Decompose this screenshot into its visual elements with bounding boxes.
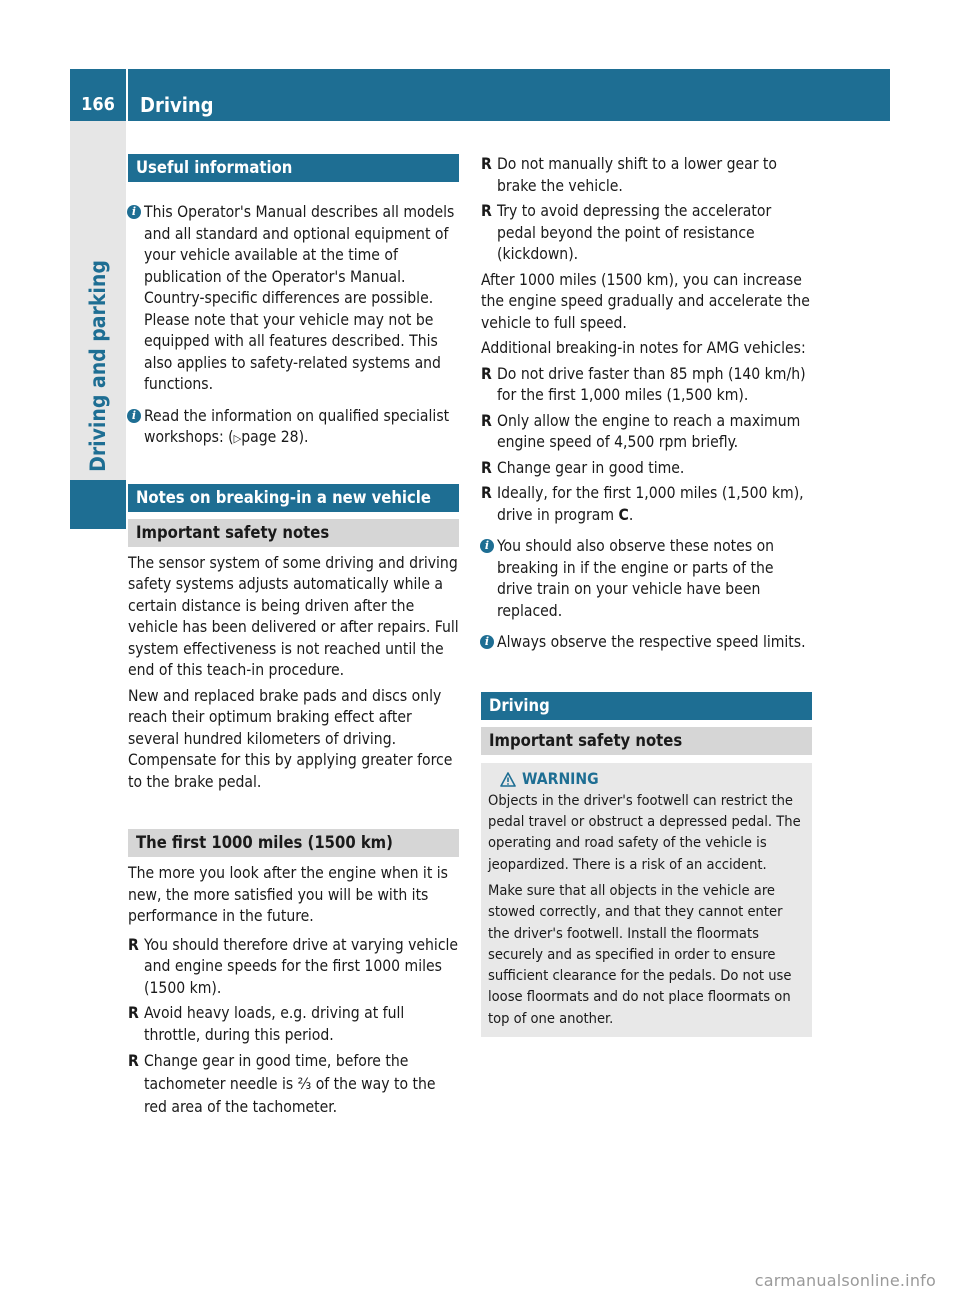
bullet-mark: R <box>128 935 139 954</box>
paragraph: Additional breaking-in notes for AMG vehicles: <box>481 339 806 357</box>
bullet-mark: R <box>481 155 492 173</box>
list-item <box>128 1050 459 1119</box>
list-item-text: Do not drive faster than 85 mph (140 km/h) for the first 1,000 miles (1,500 km). <box>497 364 806 404</box>
side-tab-label: Driving and parking <box>86 260 110 472</box>
info-note-text: Read the information on qualified specialist workshops: ( <box>144 406 450 446</box>
page-reference-link[interactable]: page 28). <box>241 428 309 446</box>
list-item <box>481 483 812 526</box>
sub-heading-safety-notes: Important safety notes <box>128 519 459 547</box>
info-icon: i <box>480 635 494 649</box>
info-note-text: Always observe the respective speed limits. <box>497 633 806 651</box>
list-item-text: Ideally, for the first 1,000 miles (1,500 km), drive in program <box>497 484 804 524</box>
list-item-text: Change gear in good time, before the tachometer needle is ⅔ of the way to the red area of the tachometer. <box>144 1052 436 1116</box>
bullet-mark: R <box>481 364 492 383</box>
section-heading-driving: Driving <box>481 692 812 720</box>
left-column <box>128 154 459 1123</box>
list-item-text: You should therefore drive at varying vehicle and engine speeds for the first 1000 miles (1500 km). <box>144 935 459 997</box>
warning-label: WARNING <box>522 769 599 788</box>
list-item-text: Only allow the engine to reach a maximum engine speed of 4,500 rpm briefly. <box>497 411 801 451</box>
section-heading-breaking-in: Notes on breaking-in a new vehicle <box>128 484 459 512</box>
list-item-text: Change gear in good time. <box>497 458 685 477</box>
list-item <box>481 411 812 454</box>
warning-header <box>500 769 805 790</box>
info-note <box>481 536 812 622</box>
paragraph: New and replaced brake pads and discs only reach their optimum braking effect after several hundred kilometers of driving. Compensate for this by applying greater force to the brake pedal. <box>128 686 453 791</box>
paragraph: The sensor system of some driving and driving safety systems adjusts automatically while a certain distance is being driven after the vehicle has been delivered or after repairs. Full system effectiveness is not reached until the end of this teach-in procedure. <box>128 553 459 679</box>
paragraph: After 1000 miles (1500 km), you can increase the engine speed gradually and accelerate the vehicle to full speed. <box>481 270 810 332</box>
warning-triangle-icon <box>500 772 516 787</box>
bullet-mark: R <box>481 202 492 220</box>
list-item-text: Do not manually shift to a lower gear to brake the vehicle. <box>497 155 778 195</box>
info-note-text: You should also observe these notes on breaking in if the engine or parts of the drive train on your vehicle have been replaced. <box>497 537 775 620</box>
list-item <box>128 1003 459 1046</box>
program-label: C <box>618 505 629 524</box>
bullet-mark: R <box>481 411 492 430</box>
info-icon: i <box>127 205 141 219</box>
page-title: Driving <box>140 93 214 117</box>
watermark: carmanualsonline.info <box>754 1271 936 1290</box>
bullet-mark: R <box>481 484 492 502</box>
bullet-mark: R <box>481 458 492 477</box>
info-note <box>481 632 812 654</box>
right-column <box>481 154 812 1037</box>
list-item-text: Avoid heavy loads, e.g. driving at full throttle, during this period. <box>144 1004 405 1044</box>
sub-heading-first-1000-miles: The first 1000 miles (1500 km) <box>128 829 459 857</box>
list-item-text-end: . <box>628 505 634 524</box>
bullet-mark: R <box>128 1004 139 1022</box>
side-tab-marker <box>70 480 126 529</box>
sub-heading-safety-notes: Important safety notes <box>481 727 812 755</box>
warning-text: Make sure that all objects in the vehicle are stowed correctly, and that they cannot enter the driver's footwell. Install the floormats securely and as specified in order to ensure sufficient clearance for the pedals. Do not use loose floormats and do not place floormats on top of one another. <box>488 881 792 1027</box>
info-note <box>128 202 459 396</box>
list-item <box>481 154 812 197</box>
list-item <box>481 364 812 407</box>
info-note <box>128 406 459 450</box>
info-icon: i <box>480 539 494 553</box>
paragraph: The more you look after the engine when it is new, the more satisfied you will be with its performance in the future. <box>128 864 448 925</box>
page-number: 166 <box>81 94 115 115</box>
bullet-mark: R <box>128 1052 139 1070</box>
info-note-text: This Operator's Manual describes all models and all standard and optional equipment of your vehicle available at the time of publication of the Operator's Manual. Country-specific differences are possible. Please note that your vehicle may not be equipped with all features described. This also applies to safety-related systems and functions. <box>144 203 455 393</box>
info-icon: i <box>127 409 141 423</box>
header-divider <box>126 69 128 121</box>
warning-text: Objects in the driver's footwell can restrict the pedal travel or obstruct a depressed pedal. The operating and road safety of the vehicle is jeopardized. There is a risk of an accident. <box>488 791 801 873</box>
list-item <box>128 935 459 1000</box>
page-reference-arrow-icon: ▷ <box>233 432 242 445</box>
list-item <box>481 458 812 480</box>
section-heading-useful-information: Useful information <box>128 154 459 182</box>
list-item <box>481 201 812 266</box>
warning-box <box>481 763 812 1038</box>
list-item-text: Try to avoid depressing the accelerator pedal beyond the point of resistance (kickdown). <box>497 202 772 263</box>
